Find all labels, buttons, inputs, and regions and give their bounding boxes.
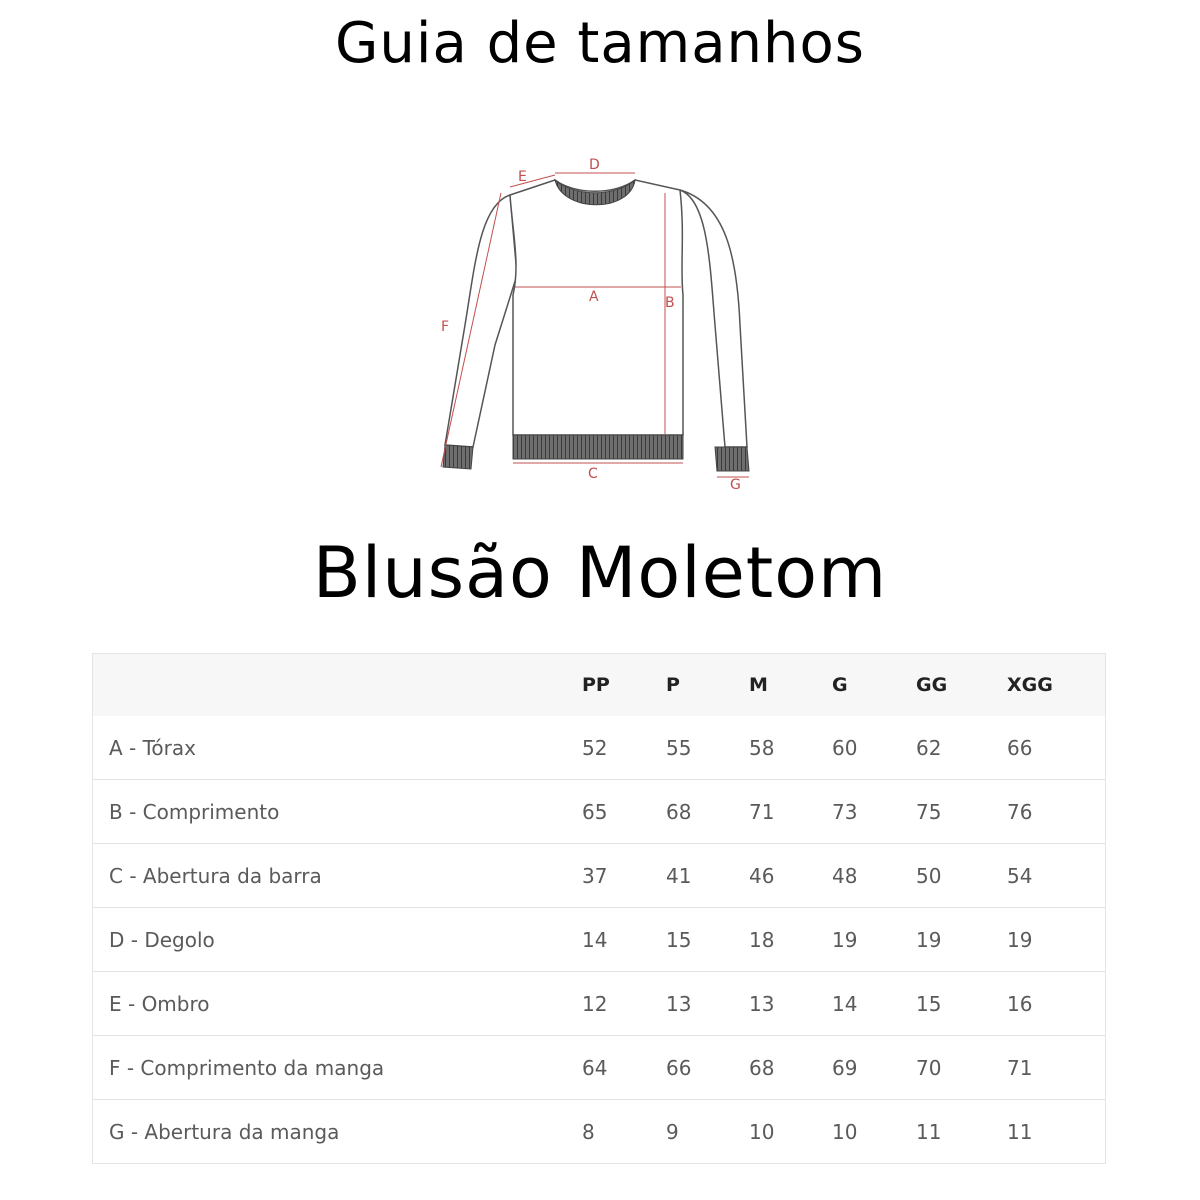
- table-cell: 62: [916, 735, 942, 760]
- sweatshirt-diagram: [425, 145, 775, 495]
- hem-band: [513, 435, 683, 459]
- left-cuff: [443, 445, 473, 469]
- table-cell: 76: [1007, 799, 1033, 824]
- table-cell: 58: [749, 735, 775, 760]
- table-cell: 11: [1007, 1119, 1033, 1144]
- table-row: [93, 907, 1105, 971]
- right-cuff: [715, 447, 749, 471]
- table-cell: 18: [749, 927, 775, 952]
- table-cell: 19: [832, 927, 858, 952]
- label-a: A: [589, 289, 599, 305]
- table-cell: 10: [749, 1119, 775, 1144]
- table-cell: 41: [666, 863, 692, 888]
- size-header: M: [749, 674, 768, 696]
- table-cell: 68: [749, 1055, 775, 1080]
- label-e: E: [518, 169, 527, 185]
- table-row: [93, 1035, 1105, 1099]
- size-header: PP: [582, 674, 610, 696]
- size-header: XGG: [1007, 674, 1053, 696]
- size-header: P: [666, 674, 680, 696]
- row-label: C - Abertura da barra: [109, 863, 322, 888]
- table-cell: 70: [916, 1055, 942, 1080]
- table-cell: 68: [666, 799, 692, 824]
- table-cell: 12: [582, 991, 608, 1016]
- row-label: G - Abertura da manga: [109, 1119, 340, 1144]
- table-row: [93, 1099, 1105, 1163]
- page-title: Guia de tamanhos: [335, 11, 865, 76]
- table-cell: 19: [916, 927, 942, 952]
- table-cell: 11: [916, 1119, 942, 1144]
- table-body: [93, 716, 1105, 1163]
- table-cell: 15: [916, 991, 942, 1016]
- table-cell: 13: [749, 991, 775, 1016]
- row-label: B - Comprimento: [109, 799, 280, 824]
- table-cell: 8: [582, 1119, 595, 1144]
- label-c: C: [588, 466, 598, 482]
- row-label: A - Tórax: [109, 735, 196, 760]
- label-f: F: [441, 319, 450, 335]
- label-g: G: [730, 477, 741, 493]
- size-table: [92, 653, 1106, 1164]
- table-cell: 71: [1007, 1055, 1033, 1080]
- table-cell: 19: [1007, 927, 1033, 952]
- size-header: GG: [916, 674, 948, 696]
- table-cell: 55: [666, 735, 692, 760]
- right-sleeve: [680, 190, 747, 447]
- table-row: [93, 779, 1105, 843]
- label-d: D: [589, 157, 600, 173]
- table-cell: 54: [1007, 863, 1033, 888]
- table-cell: 75: [916, 799, 942, 824]
- table-cell: 50: [916, 863, 942, 888]
- table-cell: 69: [832, 1055, 858, 1080]
- label-b: B: [665, 295, 675, 311]
- table-cell: 16: [1007, 991, 1033, 1016]
- table-cell: 66: [1007, 735, 1033, 760]
- table-cell: 60: [832, 735, 858, 760]
- table-row: [93, 971, 1105, 1035]
- table-cell: 14: [832, 991, 858, 1016]
- table-cell: 71: [749, 799, 775, 824]
- table-cell: 14: [582, 927, 608, 952]
- table-cell: 48: [832, 863, 858, 888]
- table-cell: 10: [832, 1119, 858, 1144]
- table-cell: 9: [666, 1119, 679, 1144]
- size-header: G: [832, 674, 848, 696]
- row-label: E - Ombro: [109, 991, 210, 1016]
- table-cell: 52: [582, 735, 608, 760]
- sweatshirt-illustration: [425, 145, 775, 495]
- row-label: F - Comprimento da manga: [109, 1055, 385, 1080]
- table-cell: 13: [666, 991, 692, 1016]
- table-row: [93, 716, 1105, 779]
- table-cell: 66: [666, 1055, 692, 1080]
- table-row: [93, 843, 1105, 907]
- left-sleeve: [445, 195, 517, 447]
- table-cell: 65: [582, 799, 608, 824]
- table-cell: 73: [832, 799, 858, 824]
- body: [510, 180, 683, 435]
- table-cell: 46: [749, 863, 775, 888]
- product-name: Blusão Moletom: [312, 532, 888, 614]
- table-cell: 15: [666, 927, 692, 952]
- row-label: D - Degolo: [109, 927, 215, 952]
- table-cell: 37: [582, 863, 608, 888]
- table-cell: 64: [582, 1055, 608, 1080]
- table-header: [93, 654, 1105, 716]
